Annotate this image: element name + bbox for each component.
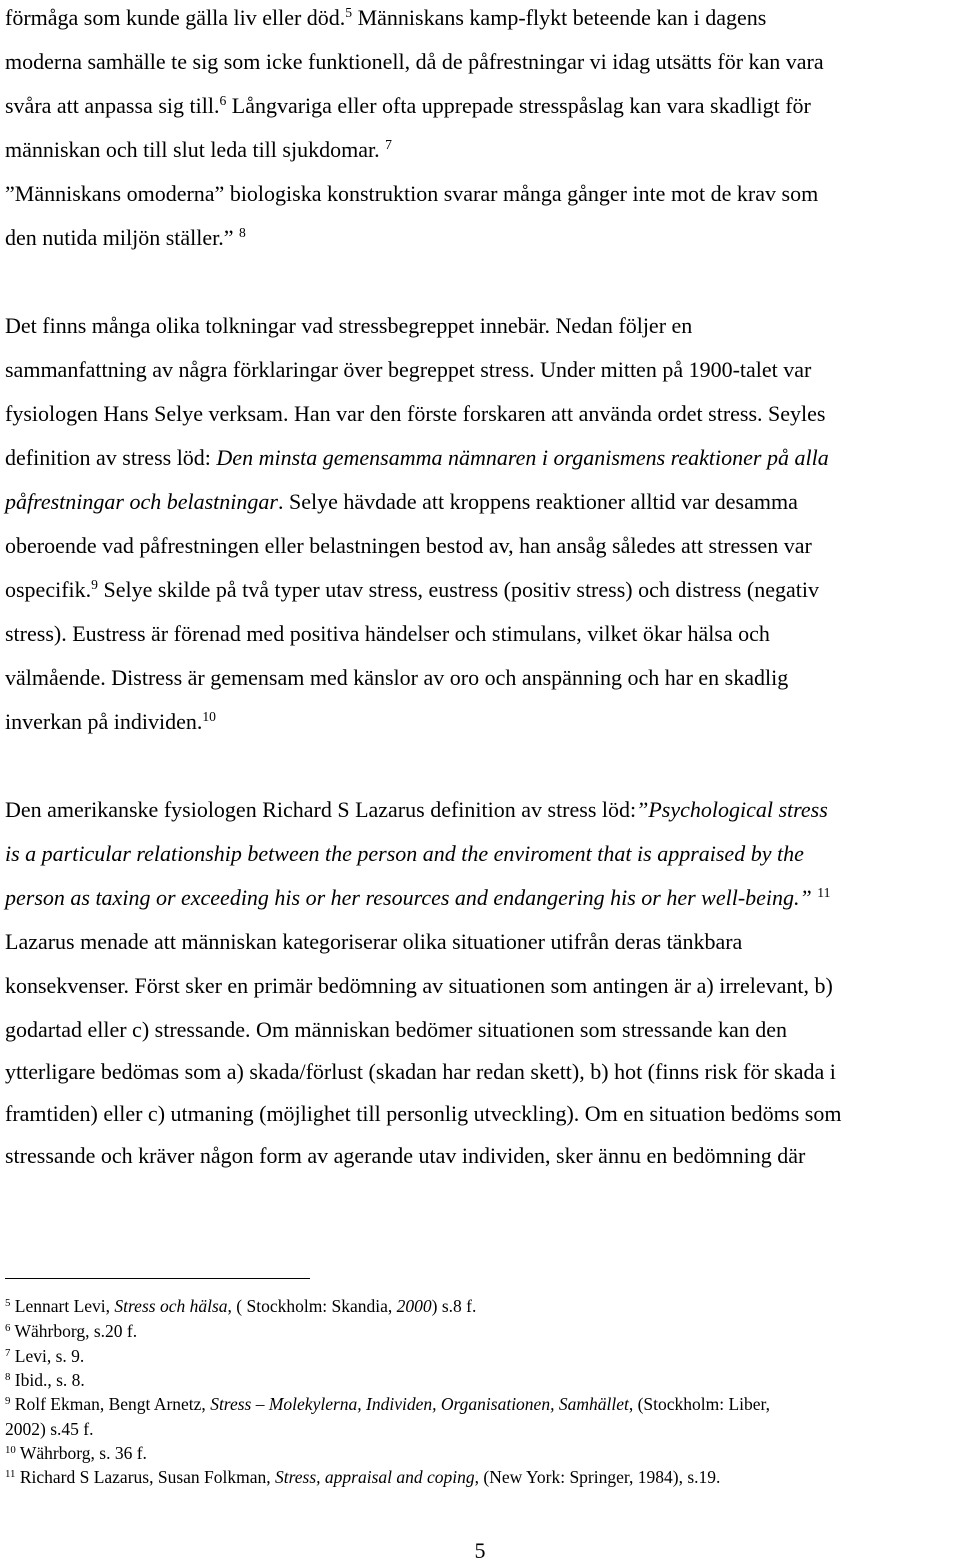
text-line: konsekvenser. Först sker en primär bedömning av situationen som antingen är a) irrelevant, b): [5, 973, 833, 998]
footnote-ref[interactable]: 10: [202, 708, 216, 724]
footnote-6: $^6$ Währborg, s.20 f.: [5, 1321, 138, 1341]
page-number: 5: [474, 1538, 486, 1563]
text-line: Lazarus menade att människan kategoriserar olika situationer utifrån deras tänkbara: [5, 929, 743, 954]
text-line: stress). Eustress är förenad med positiva händelser och stimulans, vilket ökar hälsa och: [5, 621, 770, 646]
text-line: ”Människans omoderna” biologiska konstruktion svarar många gånger inte mot de krav som: [5, 181, 819, 206]
text-line: godartad eller c) stressande. Om människan bedömer situationen som stressande kan den: [5, 1017, 787, 1042]
text-line: definition av stress löd: Den minsta gemensamma nämnaren i organismens reaktioner på alla: [5, 445, 829, 470]
footnote-separator: [5, 1278, 310, 1279]
text-line: påfrestningar och belastningar. Selye hävdade att kroppens reaktioner alltid var desamma: [5, 489, 798, 514]
selye-definition: Den minsta gemensamma nämnaren i organismens reaktioner på alla: [216, 445, 829, 470]
footnote-ref[interactable]: 6: [219, 92, 227, 108]
text-line: människan och till slut leda till sjukdomar. $^7$: [5, 136, 392, 162]
text-line: välmående. Distress är gemensam med känslor av oro och anspänning och har en skadlig: [5, 665, 789, 690]
footnote-ref[interactable]: 9: [91, 576, 98, 592]
text-line: inverkan på individen.$^{10}$: [5, 708, 216, 734]
text-line: framtiden) eller c) utmaning (möjlighet till personlig utveckling). Om en situation bedöms som: [5, 1101, 842, 1126]
text-line: svåra att anpassa sig till.$^6$ Långvariga eller ofta upprepade stresspåslag kan vara skadligt för: [5, 92, 811, 118]
text-line: sammanfattning av några förklaringar över begreppet stress. Under mitten på 1900-talet var: [5, 357, 812, 382]
text-line: ytterligare bedömas som a) skada/förlust (skadan har redan skett), b) hot (finns risk för skada i: [5, 1059, 836, 1084]
text-line: stressande och kräver någon form av agerande utav individen, sker ännu en bedömning där: [5, 1143, 806, 1168]
footnote-8: $^8$ Ibid., s. 8.: [5, 1370, 85, 1390]
footnote-10: $^{10}$ Währborg, s. 36 f.: [5, 1443, 147, 1463]
text-line: fysiologen Hans Selye verksam. Han var den förste forskaren att använda ordet stress. Seyles: [5, 401, 826, 426]
footnote-7: $^7$ Levi, s. 9.: [5, 1346, 85, 1366]
footnote-ref[interactable]: 11: [817, 884, 831, 900]
footnote-ref[interactable]: 8: [239, 224, 246, 240]
text-line: Den amerikanske fysiologen Richard S Lazarus definition av stress löd:”Psychological stress: [5, 797, 828, 822]
footnote-9-cont: 2002) s.45 f.: [5, 1419, 94, 1439]
text-line: person as taxing or exceeding his or her resources and endangering his or her well-being.” $^{11}$: [5, 884, 831, 910]
text-line: ospecifik.$^9$ Selye skilde på två typer utav stress, eustress (positiv stress) och distress (negativ: [5, 576, 819, 602]
text-line: förmåga som kunde gälla liv eller död.$^5$ Människans kamp-flykt beteende kan i dagens: [5, 4, 767, 30]
text-line: oberoende vad påfrestningen eller belastningen bestod av, han ansåg således att stressen var: [5, 533, 812, 558]
text-line: den nutida miljön ställer.” $^8$: [5, 224, 246, 250]
text-line: Det finns många olika tolkningar vad stressbegreppet innebär. Nedan följer en: [5, 313, 693, 338]
footnote-11: $^{11}$ Richard S Lazarus, Susan Folkman, Stress, appraisal and coping, (New York: Springer, 1984), s.19.: [5, 1467, 721, 1487]
footnote-ref[interactable]: 5: [345, 4, 353, 20]
text-line: moderna samhälle te sig som icke funktionell, då de påfrestningar vi idag utsätts för kan vara: [5, 49, 824, 74]
footnote-9: $^9$ Rolf Ekman, Bengt Arnetz, Stress – Molekylerna, Individen, Organisationen, Samhället, (Stockholm: Liber,: [5, 1394, 771, 1414]
footnote-5: $^5$ Lennart Levi, Stress och hälsa, ( Stockholm: Skandia, 2000) s.8 f.: [5, 1296, 477, 1316]
text-line: is a particular relationship between the person and the enviroment that is appraised by the: [5, 841, 804, 866]
lazarus-definition: ”Psychological stress: [636, 797, 828, 822]
footnote-ref[interactable]: 7: [385, 136, 392, 152]
